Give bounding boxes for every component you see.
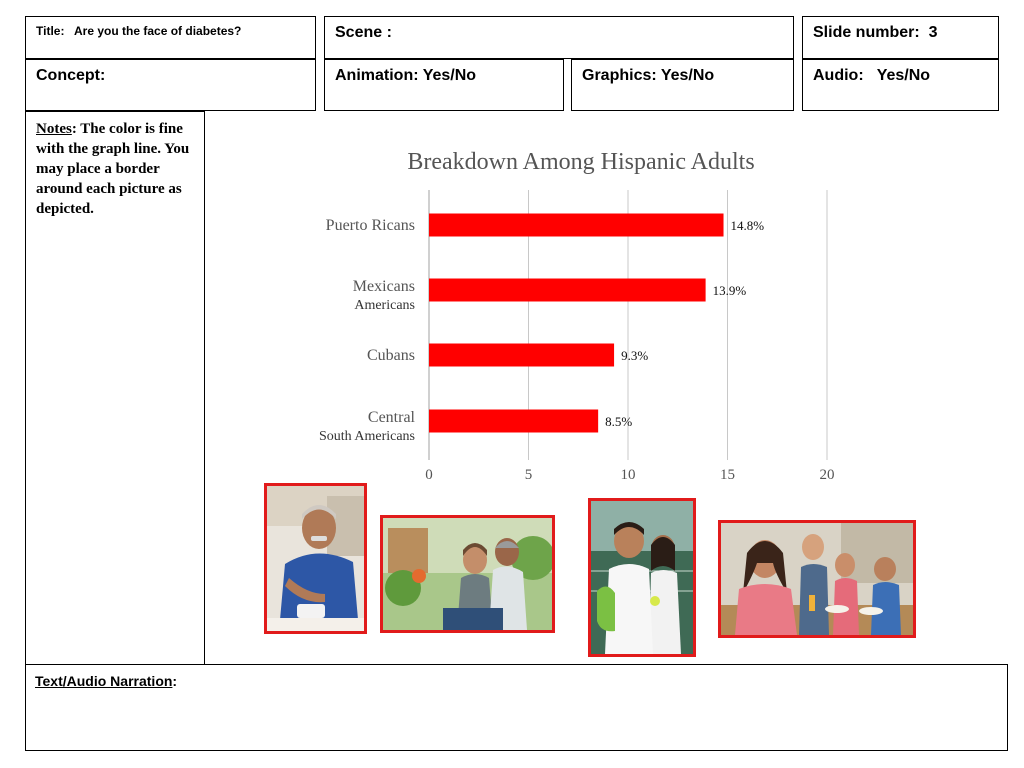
concept-field [25, 59, 316, 111]
notes-label: Notes [36, 121, 72, 137]
slide-number-value: 3 [928, 24, 938, 41]
chart-x-tick-labels [425, 467, 834, 483]
chart-category-label: South Americans [318, 429, 415, 444]
animation-field [324, 59, 564, 111]
chart-bar [429, 279, 706, 302]
animation-label: Animation: Yes/No [335, 67, 477, 84]
bar-chart [210, 135, 850, 485]
chart-bars [429, 214, 724, 433]
chart-data-label: 14.8% [730, 218, 765, 233]
chart-category-label: Americans [354, 298, 415, 313]
photo-kids-with-backpacks [588, 498, 696, 657]
title-label: Title: [36, 24, 65, 38]
chart-data-label: 13.9% [712, 283, 747, 298]
chart-x-tick-label: 15 [720, 467, 735, 483]
photo-older-couple-outdoors [380, 515, 555, 633]
chart-data-label: 8.5% [605, 414, 633, 429]
scene-label: Scene : [335, 24, 392, 41]
chart-category-label: Puerto Ricans [325, 217, 415, 234]
chart-bar [429, 410, 598, 433]
photo-family-at-breakfast [718, 520, 916, 638]
narration-label-colon: : [172, 673, 178, 689]
audio-value: Yes/No [876, 67, 931, 84]
notes-text: : The color is fine with the graph line. You may place a border around each picture as depicted. [36, 121, 190, 217]
slide-number-field [802, 16, 999, 59]
chart-category-label: Central [367, 409, 415, 426]
chart-bar [429, 214, 724, 237]
chart-data-labels [605, 218, 764, 429]
title-field [25, 16, 316, 59]
chart-x-tick-label: 5 [524, 467, 533, 483]
slide-number-label: Slide number: [813, 24, 920, 41]
photo-man-testing-blood-sugar [264, 483, 367, 634]
graphics-field [571, 59, 794, 111]
chart-category-labels [319, 217, 416, 444]
audio-field [802, 59, 999, 111]
chart-x-tick-label: 0 [425, 467, 433, 483]
chart-data-label: 9.3% [621, 348, 649, 363]
narration-panel [25, 664, 1008, 751]
notes-panel [25, 111, 205, 665]
chart-x-tick-label: 10 [620, 467, 636, 483]
chart-title: Breakdown Among Hispanic Adults [407, 149, 755, 175]
chart-bar [429, 344, 614, 367]
narration-label: Text/Audio Narration [35, 673, 173, 689]
concept-label: Concept: [36, 67, 106, 84]
audio-label: Audio: [813, 67, 864, 84]
scene-field [324, 16, 794, 59]
chart-category-label: Cubans [367, 347, 415, 364]
chart-category-label: Mexicans [352, 278, 415, 295]
chart-x-tick-label: 20 [819, 467, 835, 483]
title-value: Are you the face of diabetes? [74, 24, 242, 38]
graphics-label: Graphics: Yes/No [582, 67, 715, 84]
